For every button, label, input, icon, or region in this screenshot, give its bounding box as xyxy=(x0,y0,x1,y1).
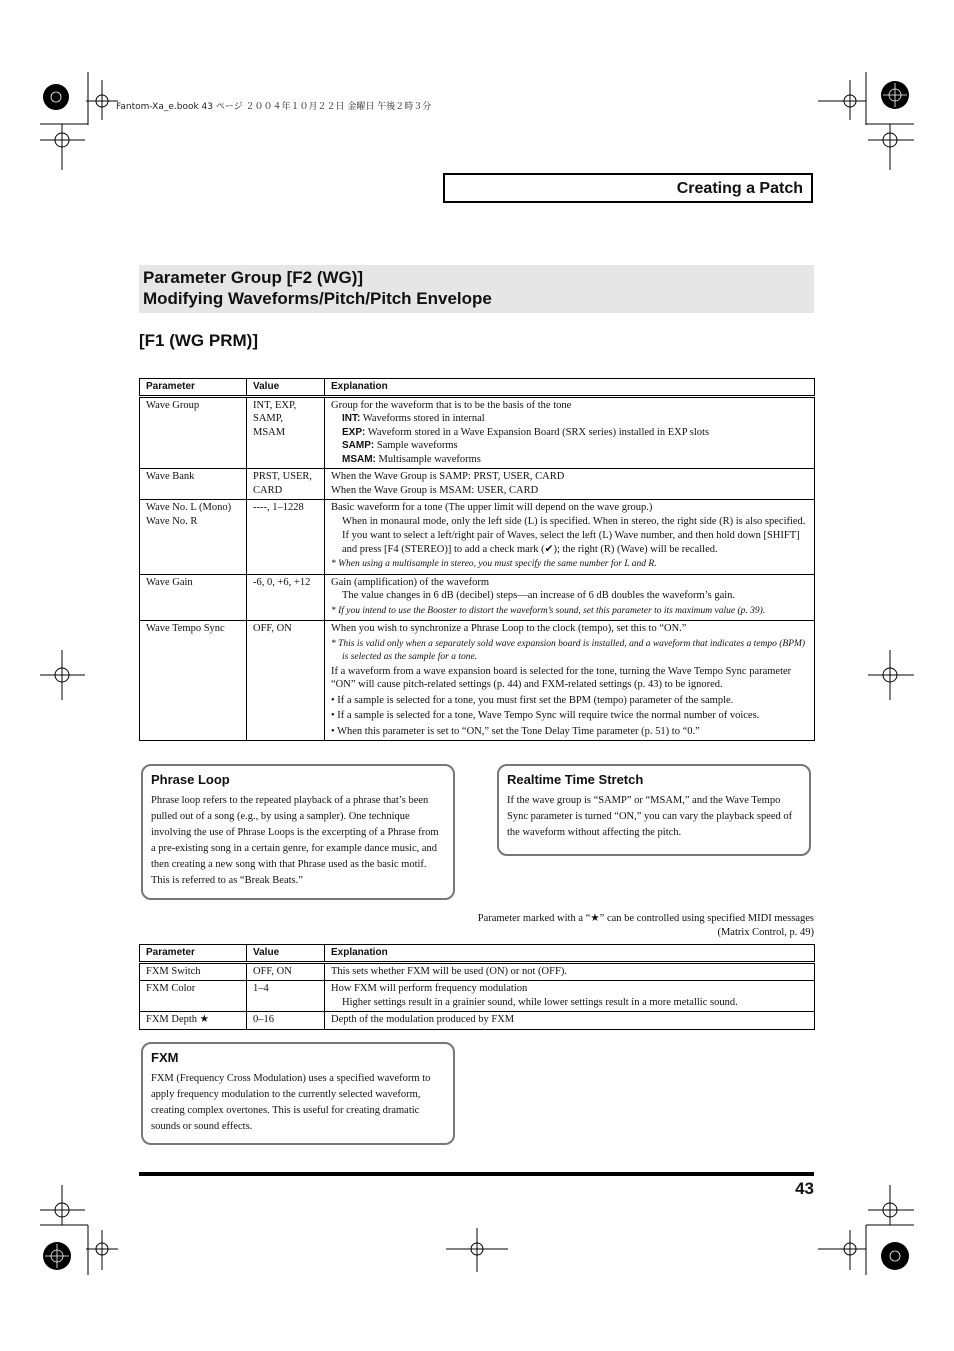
fxm-box xyxy=(141,1042,455,1145)
value-cell xyxy=(247,469,325,500)
explanation-line xyxy=(331,439,808,453)
table-row xyxy=(140,962,815,981)
midi-note-line2: (Matrix Control, p. 49) xyxy=(717,927,814,938)
explanation-line: When you wish to synchronize a Phrase Loop to the clock (tempo), set this to “ON.” xyxy=(331,623,687,634)
explanation-cell xyxy=(325,396,815,469)
explanation-cell xyxy=(325,500,815,575)
bullet-item: • If a sample is selected for a tone, you must first set the BPM (tempo) parameter of the sample. xyxy=(331,694,734,706)
page-number: 43 xyxy=(795,1179,814,1198)
table-row xyxy=(140,396,815,469)
header-explanation: Explanation xyxy=(325,379,815,397)
midi-note-line1: Parameter marked with a “★” can be controlled using specified MIDI messages xyxy=(477,913,814,924)
param-cell: Wave Gain xyxy=(140,574,247,621)
value-line: SAMP, xyxy=(253,413,284,424)
explanation-line: Group for the waveform that is to be the basis of the tone xyxy=(331,399,572,411)
explanation-cell xyxy=(325,469,815,500)
param-cell: FXM Color xyxy=(140,981,247,1012)
keyword: EXP: xyxy=(342,426,366,438)
keyword: MSAM: xyxy=(342,453,376,465)
param-cell: FXM Depth ★ xyxy=(140,1012,247,1030)
explanation-line: Gain (amplification) of the waveform xyxy=(331,576,490,588)
keyword-text: Waveform stored in a Wave Expansion Board (SRX series) installed in EXP slots xyxy=(365,426,710,438)
value-cell xyxy=(247,396,325,469)
bullet-item: • If a sample is selected for a tone, Wave Tempo Sync will require twice the normal number of voices. xyxy=(331,710,760,721)
value-cell: OFF, ON xyxy=(247,962,325,981)
explanation-line xyxy=(331,412,808,426)
realtime-time-stretch-title: Realtime Time Stretch xyxy=(507,772,644,787)
param-cell: Wave Bank xyxy=(140,469,247,500)
explanation-cell: This sets whether FXM will be used (ON) or not (OFF). xyxy=(325,962,815,981)
midi-control-note xyxy=(478,912,814,940)
param-cell: FXM Switch xyxy=(140,962,247,981)
explanation-line: When the Wave Group is SAMP: PRST, USER, CARD xyxy=(331,471,565,482)
keyword: INT: xyxy=(342,413,361,424)
header-explanation: Explanation xyxy=(325,945,815,963)
value-line: INT, EXP, xyxy=(253,399,297,411)
sub-heading: [F1 (WG PRM)] xyxy=(139,331,258,350)
phrase-loop-body: Phrase loop refers to the repeated playback of a phrase that’s been pulled out of a song (e.g., by using a sampler). One technique involving the use of Phrase Loops is the excerpting of a Phrase from a pre-existing song in a certain genre, for example dance music, and then creating a new song with that Phrase used as the basic motif. This is referred to as “Break Beats.” xyxy=(151,795,439,886)
explanation-line: Higher settings result in a grainier sound, while lower settings result in a more metallic sound. xyxy=(342,996,738,1008)
group-title-line1: Parameter Group [F2 (WG)] xyxy=(143,268,364,287)
note: * When using a multisample in stereo, you must specify the same number for L and R. xyxy=(331,559,657,569)
bullet-item: • When this parameter is set to “ON,” set the Tone Delay Time parameter (p. 51) to “0.” xyxy=(331,725,700,737)
param-line: Wave No. L (Mono) xyxy=(146,502,232,513)
realtime-time-stretch-body: If the wave group is “SAMP” or “MSAM,” and the Wave Tempo Sync parameter is turned “ON,” you can vary the playback speed of the waveform without affecting the pitch. xyxy=(507,795,793,838)
keyword-text: Multisample waveforms xyxy=(375,453,481,465)
header-parameter: Parameter xyxy=(140,379,247,397)
explanation-line xyxy=(331,426,808,440)
param-cell xyxy=(140,500,247,575)
value-cell: 0–16 xyxy=(247,1012,325,1030)
value-line: PRST, USER, xyxy=(253,471,313,482)
value-line: CARD xyxy=(253,484,283,496)
table-row xyxy=(140,981,815,1012)
note: * If you intend to use the Booster to distort the waveform’s sound, set this parameter to its maximum value (p. 39). xyxy=(331,605,766,616)
phrase-loop-title: Phrase Loop xyxy=(151,772,230,787)
footer-rule xyxy=(139,1172,814,1176)
param-cell: Wave Group xyxy=(140,396,247,469)
phrase-loop-box xyxy=(141,764,455,900)
explanation-cell xyxy=(325,621,815,741)
wg-parameter-table xyxy=(139,378,815,741)
header-value: Value xyxy=(247,379,325,397)
table-row xyxy=(140,621,815,741)
value-cell: 1–4 xyxy=(247,981,325,1012)
table-row xyxy=(140,1012,815,1030)
explanation-line: When the Wave Group is MSAM: USER, CARD xyxy=(331,484,539,496)
explanation-line: If you want to select a left/right pair of Waves, select the left (L) Wave number, and then hold down [SHIFT] and press [F4 (STEREO)] to add a check mark (✔); the right (R) (Wave) will be recalled. xyxy=(342,530,800,555)
section-title: Creating a Patch xyxy=(676,180,803,197)
explanation-line: If a waveform from a wave expansion board is selected for the tone, turning the Wave Tempo Sync parameter “ON” will cause pitch-related settings (p. 44) and FXM-related settings (p. 43) to be ignored. xyxy=(331,665,792,690)
explanation-cell xyxy=(325,574,815,621)
explanation-line: How FXM will perform frequency modulation xyxy=(331,983,528,994)
table-row xyxy=(140,574,815,621)
explanation-line: The value changes in 6 dB (decibel) steps—an increase of 6 dB doubles the waveform’s gain. xyxy=(342,590,736,601)
table-header-row xyxy=(140,945,815,963)
keyword: SAMP: xyxy=(342,440,375,451)
section-title-box xyxy=(443,173,813,203)
realtime-time-stretch-box xyxy=(497,764,811,856)
value-cell: OFF, ON xyxy=(247,621,325,741)
header-parameter: Parameter xyxy=(140,945,247,963)
explanation-line: When in monaural mode, only the left side (L) is specified. When in stereo, the right side (R) is also specified. xyxy=(342,515,806,527)
value-cell: -6, 0, +6, +12 xyxy=(247,574,325,621)
explanation-cell xyxy=(325,981,815,1012)
table-header-row xyxy=(140,379,815,397)
explanation-line: Basic waveform for a tone (The upper limit will depend on the wave group.) xyxy=(331,502,653,513)
group-title-line2: Modifying Waveforms/Pitch/Pitch Envelope xyxy=(143,289,492,308)
explanation-line xyxy=(331,453,808,467)
note: * This is valid only when a separately sold wave expansion board is installed, and a waveform that indicates a tempo (BPM) is selected as the sample for a tone. xyxy=(331,638,806,662)
fxm-parameter-table xyxy=(139,944,815,1030)
parameter-group-heading xyxy=(139,265,814,313)
param-cell: Wave Tempo Sync xyxy=(140,621,247,741)
table-row xyxy=(140,500,815,575)
fxm-box-title: FXM xyxy=(151,1050,179,1065)
header-value: Value xyxy=(247,945,325,963)
keyword-text: Waveforms stored in internal xyxy=(360,413,485,424)
explanation-cell: Depth of the modulation produced by FXM xyxy=(325,1012,815,1030)
keyword-text: Sample waveforms xyxy=(374,440,458,451)
print-header: Fantom-Xa_e.book 43 ページ ２００４年１０月２２日 金曜日 午後２時３分 xyxy=(116,102,432,112)
fxm-box-body: FXM (Frequency Cross Modulation) uses a specified waveform to apply frequency modulation to the currently selected waveform, creating complex overtones. This is useful for creating dramatic sounds or sound effects. xyxy=(151,1073,431,1132)
value-line: MSAM xyxy=(253,426,286,438)
table-row xyxy=(140,469,815,500)
param-line: Wave No. R xyxy=(146,515,198,527)
value-cell: ----, 1–1228 xyxy=(247,500,325,575)
